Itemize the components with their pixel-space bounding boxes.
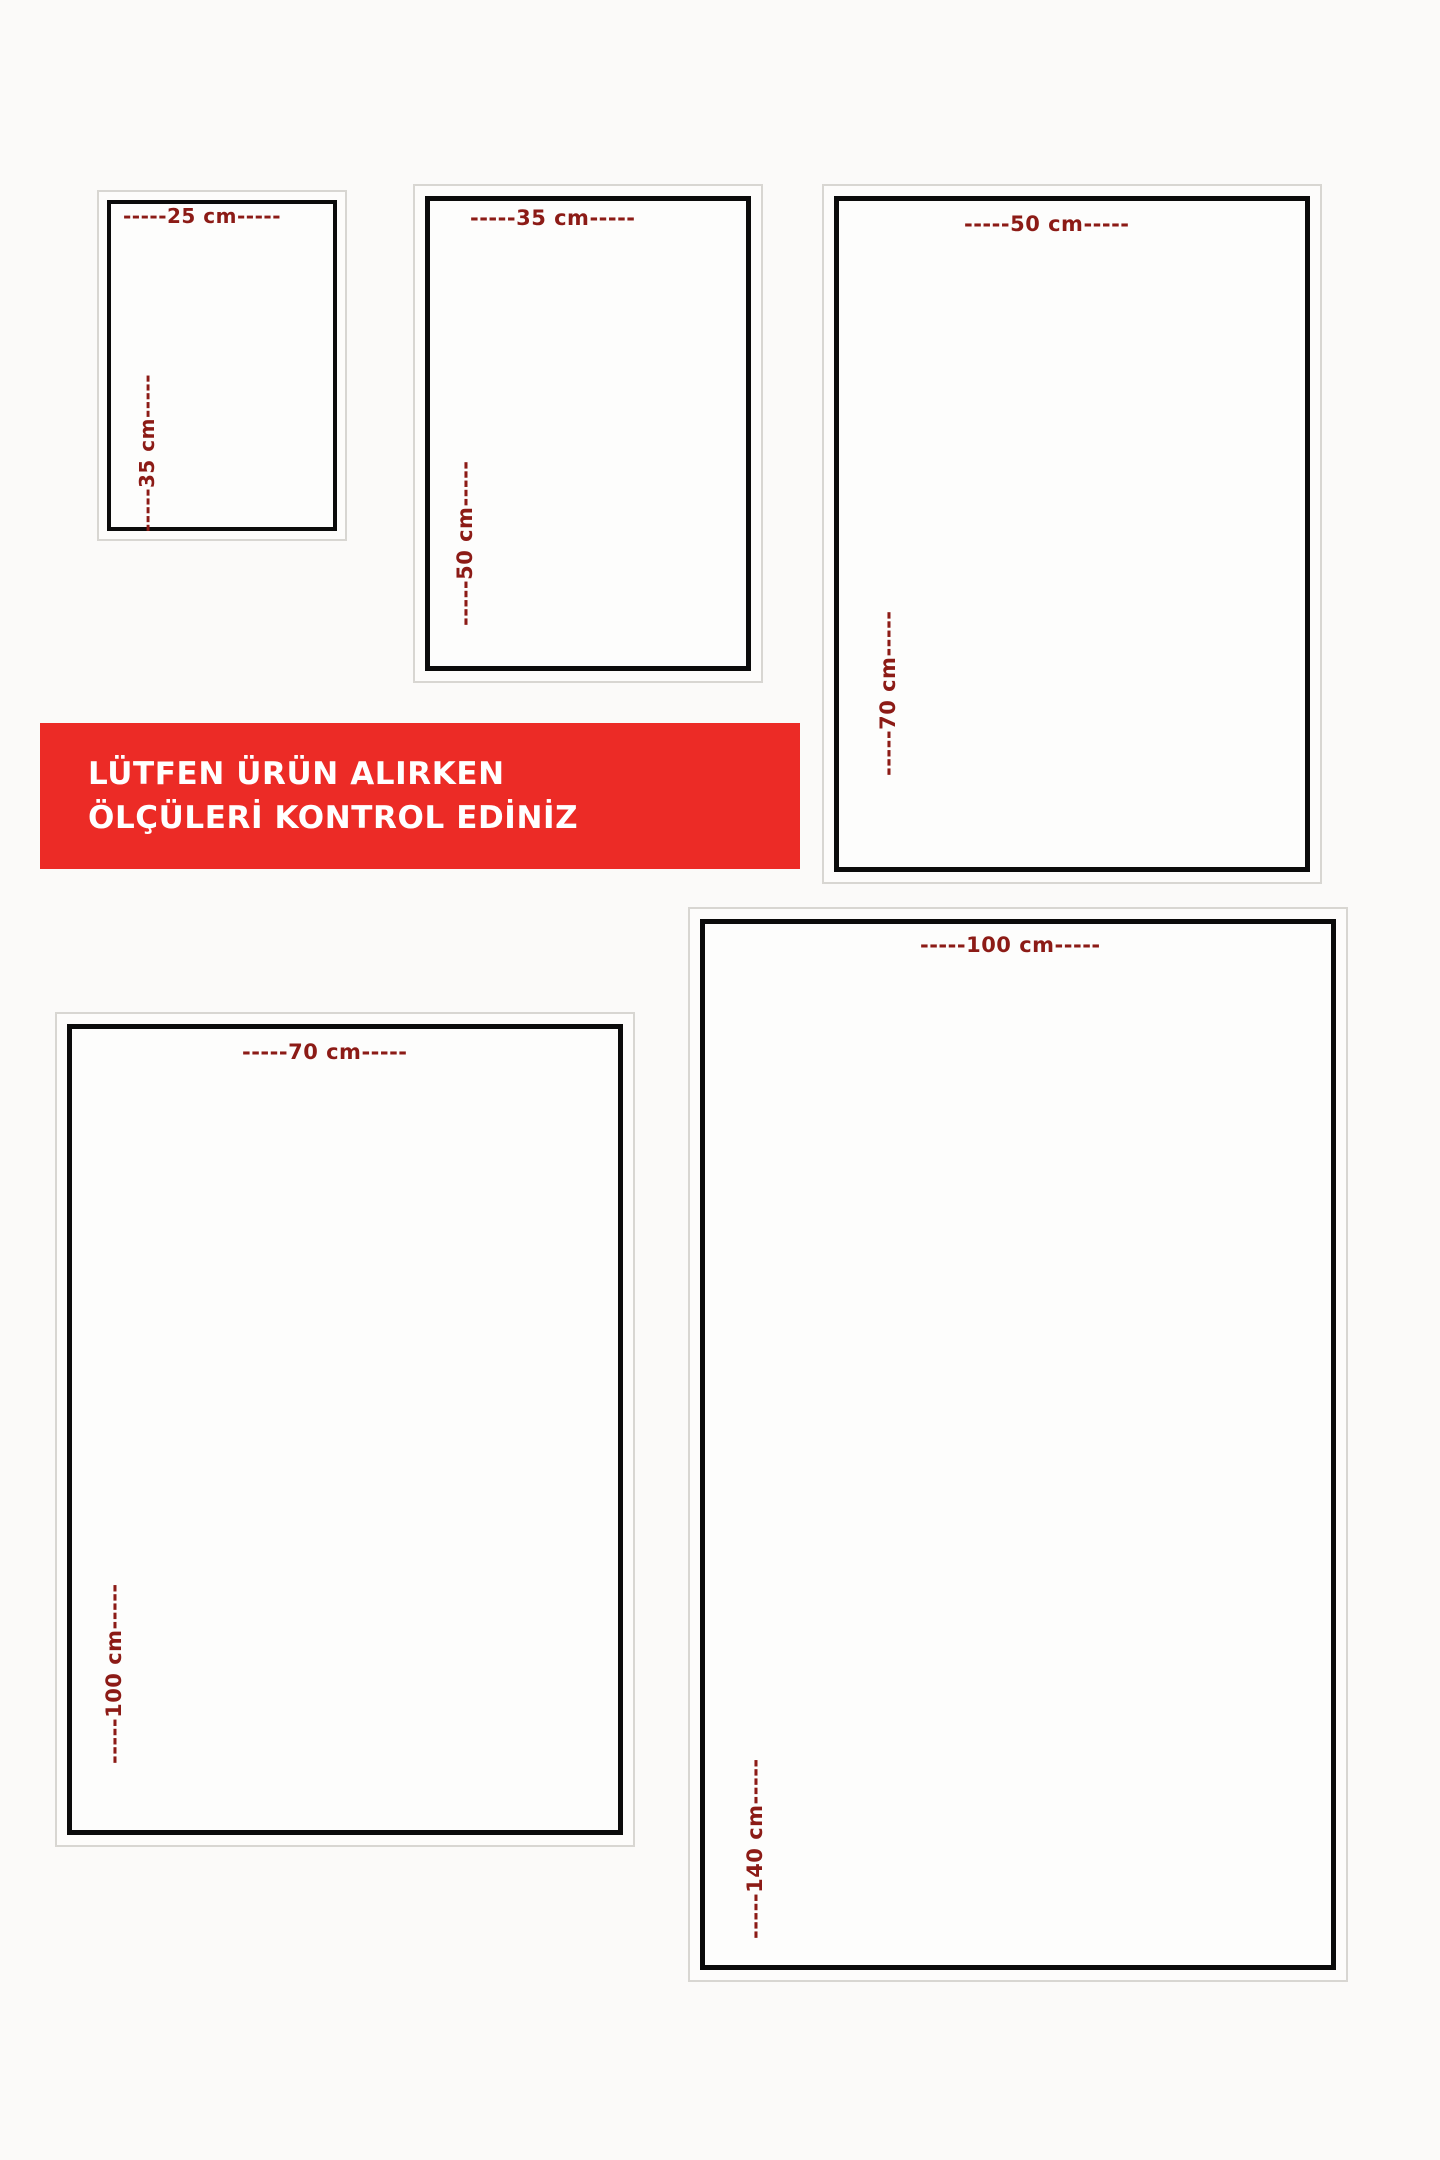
frame-100x140-height-label: -----140 cm----- (743, 1758, 767, 1939)
frame-100x140-width-label: -----100 cm----- (920, 933, 1101, 957)
warning-banner-line-1: LÜTFEN ÜRÜN ALIRKEN (88, 755, 505, 792)
frame-50x70-height-label: -----70 cm----- (876, 610, 900, 776)
frame-35x50-height-label: -----50 cm----- (453, 460, 477, 626)
frame-70x100-width-label: -----70 cm----- (242, 1040, 408, 1064)
warning-banner (40, 723, 800, 869)
warning-banner-line-2: ÖLÇÜLERİ KONTROL EDİNİZ (88, 800, 579, 836)
frame-25x35-width-label: -----25 cm----- (123, 204, 281, 228)
frame-50x70-inner (834, 196, 1310, 872)
frame-25x35-height-label: -----35 cm----- (135, 374, 159, 532)
frame-70x100-height-label: -----100 cm----- (102, 1583, 126, 1764)
frame-70x100 (55, 1012, 635, 1847)
frame-35x50 (413, 184, 763, 683)
frame-50x70-width-label: -----50 cm----- (964, 212, 1130, 236)
frame-35x50-width-label: -----35 cm----- (470, 206, 636, 230)
frame-50x70 (822, 184, 1322, 884)
frame-25x35 (97, 190, 347, 541)
frame-100x140-inner (700, 919, 1336, 1970)
frame-70x100-inner (67, 1024, 623, 1835)
frame-100x140 (688, 907, 1348, 1982)
